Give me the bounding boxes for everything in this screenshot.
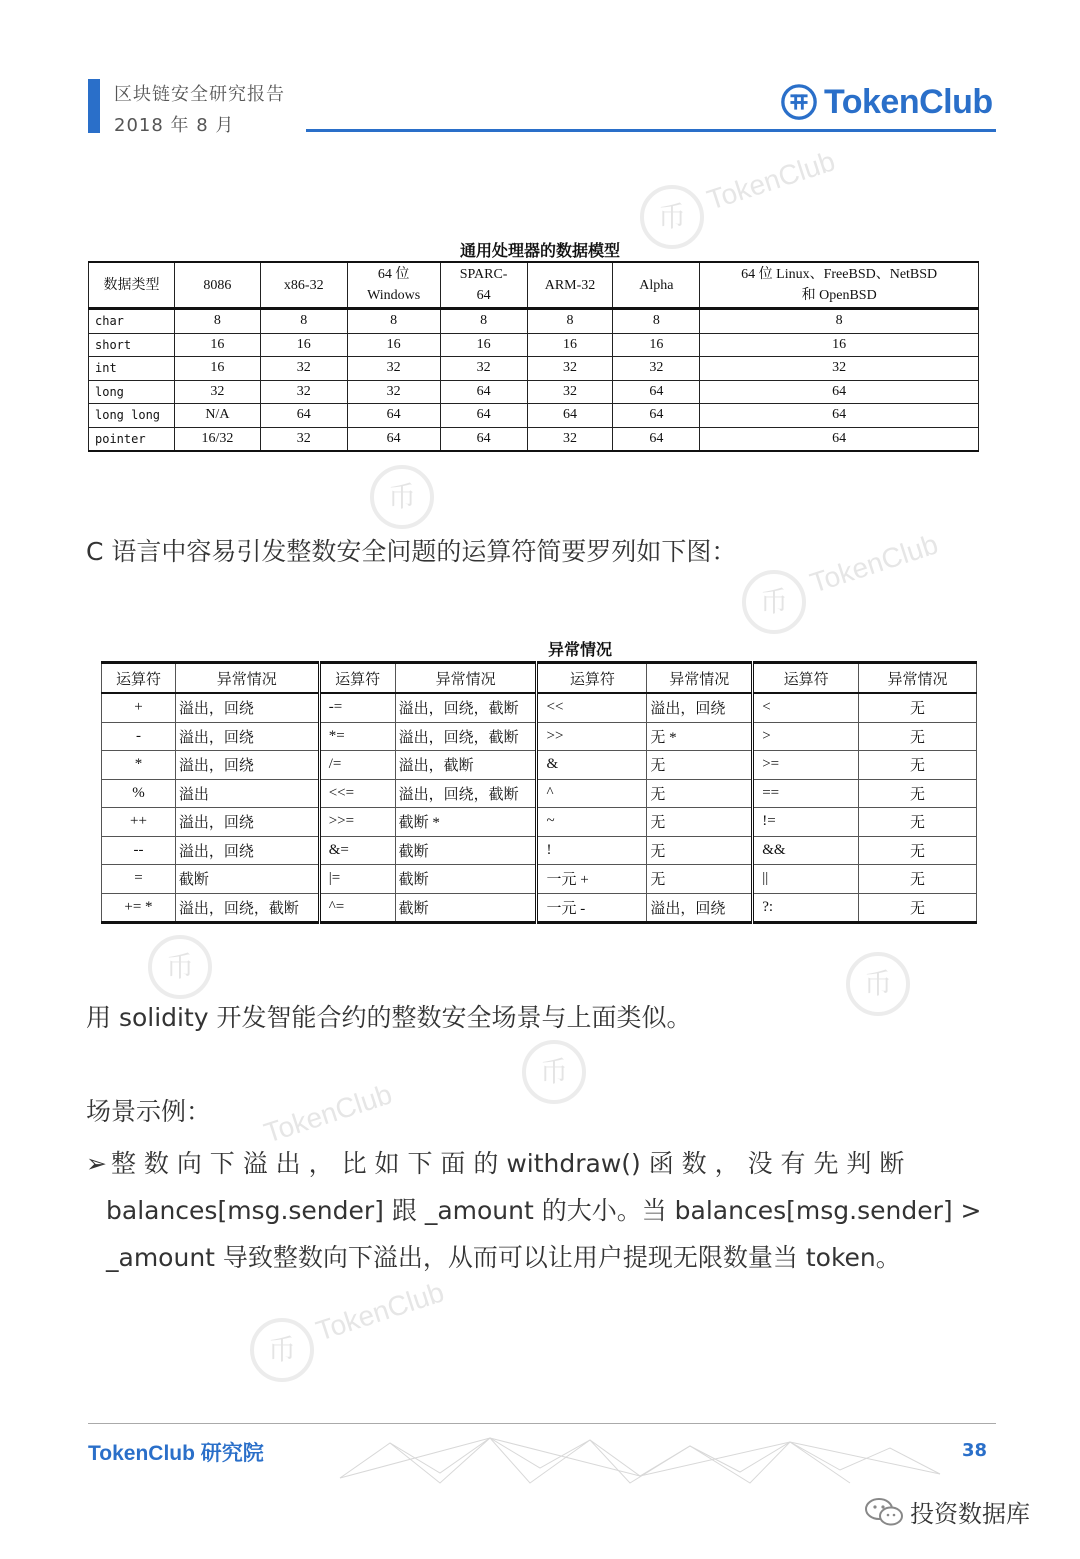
exception-cell: 无 xyxy=(647,836,753,865)
table-cell: 16 xyxy=(174,357,260,381)
column-header: 64 位 Windows xyxy=(347,262,440,309)
operator-cell: ~ xyxy=(537,808,647,837)
table-row xyxy=(89,357,979,381)
table-header-row xyxy=(89,262,979,309)
operator-cell: ^ xyxy=(537,779,647,808)
table-cell: 64 xyxy=(700,427,979,451)
table-cell: 16 xyxy=(440,333,527,357)
table-cell: 32 xyxy=(527,380,613,404)
operator-cell: * xyxy=(102,751,176,780)
exception-cell: 溢出，回绕 xyxy=(175,693,319,722)
table-cell: 64 xyxy=(700,404,979,428)
exception-cell: 截断 * xyxy=(395,808,537,837)
table-cell: 32 xyxy=(260,357,347,381)
table-row xyxy=(102,808,977,837)
logo-text: TokenClub xyxy=(824,82,993,121)
table-row xyxy=(102,722,977,751)
table-cell: 16 xyxy=(260,333,347,357)
column-header: 运算符 xyxy=(319,663,395,694)
tokenclub-logo-icon xyxy=(780,83,818,121)
operator-cell: || xyxy=(753,865,859,894)
column-header: 异常情况 xyxy=(647,663,753,694)
paragraph-operators-intro: C 语言中容易引发整数安全问题的运算符简要罗列如下图： xyxy=(86,537,737,566)
watermark-icon: 币 xyxy=(522,1040,586,1104)
table-row xyxy=(89,404,979,428)
row-type-cell: long long xyxy=(89,404,175,428)
table-cell: 8 xyxy=(613,309,700,334)
operator-cell: == xyxy=(753,779,859,808)
exception-cell: 无 xyxy=(859,893,977,923)
table-cell: 32 xyxy=(174,380,260,404)
table-cell: 8 xyxy=(527,309,613,334)
table-cell: 64 xyxy=(440,427,527,451)
report-title: 区块链安全研究报告 xyxy=(114,84,285,105)
bullet-line: balances[msg.sender] 跟 _amount 的大小。当 balances[msg.sender] > xyxy=(106,1196,982,1225)
bullet-text: 整 数 向 下 溢 出 ， 比 如 下 面 的 withdraw() 函 数 ， 没 有 先 判 断 xyxy=(110,1149,905,1178)
operator-cell: ++ xyxy=(102,808,176,837)
watermark-icon: 币 xyxy=(148,935,212,999)
exception-cell: 溢出，回绕 xyxy=(175,722,319,751)
exception-cell: 无 xyxy=(859,722,977,751)
watermark-icon: 币 xyxy=(640,185,704,249)
table-cell: 16 xyxy=(347,333,440,357)
operator-cell: 一元 - xyxy=(537,893,647,923)
operator-cell: - xyxy=(102,722,176,751)
operator-cell: + xyxy=(102,693,176,722)
exception-cell: 溢出，回绕 xyxy=(175,808,319,837)
table-row xyxy=(89,427,979,451)
exception-cell: 无 xyxy=(859,779,977,808)
table-row xyxy=(102,693,977,722)
operator-cell: << xyxy=(537,693,647,722)
watermark-text: TokenClub xyxy=(806,528,942,599)
exception-cell: 溢出，截断 xyxy=(395,751,537,780)
column-header: 异常情况 xyxy=(175,663,319,694)
paragraph-solidity: 用 solidity 开发智能合约的整数安全场景与上面类似。 xyxy=(86,1003,692,1032)
operator-cell: -- xyxy=(102,836,176,865)
table-cell: 32 xyxy=(260,380,347,404)
column-header: 运算符 xyxy=(102,663,176,694)
wechat-account-mark xyxy=(864,1494,1030,1529)
exception-cell: 截断 xyxy=(175,865,319,894)
table-cell: 64 xyxy=(347,427,440,451)
operator-cell: ^= xyxy=(319,893,395,923)
table-cell: 64 xyxy=(260,404,347,428)
wechat-icon xyxy=(864,1496,904,1528)
column-header: 数据类型 xyxy=(89,262,175,309)
bullet-underflow-example xyxy=(86,1140,996,1281)
header-accent-bar xyxy=(88,79,100,133)
table-cell: 16 xyxy=(700,333,979,357)
operator-cell: = xyxy=(102,865,176,894)
table-cell: 64 xyxy=(347,404,440,428)
operator-cell: >> xyxy=(537,722,647,751)
page-number: 38 xyxy=(962,1440,988,1461)
watermark-icon: 币 xyxy=(370,465,434,529)
watermark-icon: 币 xyxy=(846,952,910,1016)
table1-title: 通用处理器的数据模型 xyxy=(459,241,620,260)
bullet-arrow-icon: ➢ xyxy=(86,1149,107,1178)
footer-network-decoration xyxy=(330,1428,950,1488)
operator-cell: % xyxy=(102,779,176,808)
exception-cell: 无 xyxy=(859,808,977,837)
exception-cell: 溢出，回绕 xyxy=(175,751,319,780)
column-header: ARM-32 xyxy=(527,262,613,309)
table-cell: 64 xyxy=(440,380,527,404)
table-cell: 8 xyxy=(174,309,260,334)
operator-exception-table xyxy=(101,661,977,924)
operator-cell: > xyxy=(753,722,859,751)
row-type-cell: long xyxy=(89,380,175,404)
operator-cell: /= xyxy=(319,751,395,780)
exception-cell: 无 xyxy=(859,836,977,865)
operator-cell: &= xyxy=(319,836,395,865)
exception-cell: 无 xyxy=(647,751,753,780)
table-cell: 32 xyxy=(347,380,440,404)
watermark-icon: 币 xyxy=(250,1318,314,1382)
operator-cell: != xyxy=(753,808,859,837)
exception-cell: 截断 xyxy=(395,865,537,894)
operator-cell: 一元 + xyxy=(537,865,647,894)
table-cell: 64 xyxy=(613,380,700,404)
bullet-line xyxy=(86,1140,996,1187)
exception-cell: 无 xyxy=(859,693,977,722)
row-type-cell: char xyxy=(89,309,175,334)
table-cell: 8 xyxy=(700,309,979,334)
watermark-icon: 币 xyxy=(742,570,806,634)
operator-cell: && xyxy=(753,836,859,865)
table-row xyxy=(102,779,977,808)
column-header: 64 位 Linux、FreeBSD、NetBSD 和 OpenBSD xyxy=(700,262,979,309)
table2-title: 异常情况 xyxy=(547,640,612,659)
table-cell: N/A xyxy=(174,404,260,428)
operator-cell: ! xyxy=(537,836,647,865)
table-row xyxy=(102,865,977,894)
operator-cell: |= xyxy=(319,865,395,894)
exception-cell: 溢出，回绕 xyxy=(647,693,753,722)
operator-cell: >>= xyxy=(319,808,395,837)
column-header: Alpha xyxy=(613,262,700,309)
watermark-text: TokenClub xyxy=(703,145,839,216)
table-cell: 32 xyxy=(347,357,440,381)
table-cell: 16 xyxy=(613,333,700,357)
exception-cell: 截断 xyxy=(395,893,537,923)
footer-rule xyxy=(88,1423,996,1424)
exception-cell: 溢出 xyxy=(175,779,319,808)
paragraph-scenario-heading: 场景示例： xyxy=(86,1097,212,1126)
row-type-cell: int xyxy=(89,357,175,381)
operator-cell: & xyxy=(537,751,647,780)
table-cell: 16/32 xyxy=(174,427,260,451)
data-model-table xyxy=(88,261,979,452)
table-cell: 8 xyxy=(440,309,527,334)
header-rule xyxy=(306,129,996,132)
table-cell: 32 xyxy=(440,357,527,381)
exception-cell: 溢出，回绕 xyxy=(647,893,753,923)
column-header: 异常情况 xyxy=(859,663,977,694)
exception-cell: 溢出，回绕，截断 xyxy=(395,693,537,722)
table-cell: 8 xyxy=(347,309,440,334)
table-row xyxy=(102,751,977,780)
watermark-text: TokenClub xyxy=(260,1078,396,1149)
table-cell: 32 xyxy=(260,427,347,451)
column-header: SPARC- 64 xyxy=(440,262,527,309)
table-cell: 64 xyxy=(613,404,700,428)
table-cell: 16 xyxy=(527,333,613,357)
table-cell: 64 xyxy=(613,427,700,451)
table-row xyxy=(89,380,979,404)
column-header: 8086 xyxy=(174,262,260,309)
operator-cell: -= xyxy=(319,693,395,722)
operator-cell: >= xyxy=(753,751,859,780)
operator-cell: *= xyxy=(319,722,395,751)
exception-cell: 截断 xyxy=(395,836,537,865)
tokenclub-logo xyxy=(780,80,993,124)
table-cell: 32 xyxy=(527,427,613,451)
operator-cell: <<= xyxy=(319,779,395,808)
exception-cell: 无 xyxy=(859,865,977,894)
exception-cell: 无 xyxy=(647,779,753,808)
table-cell: 32 xyxy=(527,357,613,381)
exception-cell: 无 xyxy=(859,751,977,780)
table-header-row xyxy=(102,663,977,694)
exception-cell: 溢出，回绕，截断 xyxy=(175,893,319,923)
watermark-text: TokenClub xyxy=(312,1276,448,1347)
table-cell: 64 xyxy=(440,404,527,428)
column-header: x86-32 xyxy=(260,262,347,309)
exception-cell: 无 xyxy=(647,808,753,837)
footer-brand: TokenClub 研究院 xyxy=(88,1442,264,1465)
table-cell: 64 xyxy=(700,380,979,404)
table-row xyxy=(102,893,977,923)
exception-cell: 无 xyxy=(647,865,753,894)
column-header: 异常情况 xyxy=(395,663,537,694)
column-header: 运算符 xyxy=(753,663,859,694)
report-date: 2018 年 8 月 xyxy=(114,115,235,136)
table-row xyxy=(89,333,979,357)
exception-cell: 溢出，回绕 xyxy=(175,836,319,865)
table-cell: 32 xyxy=(700,357,979,381)
wechat-label: 投资数据库 xyxy=(910,1500,1030,1528)
exception-cell: 溢出，回绕，截断 xyxy=(395,779,537,808)
operator-cell: ?: xyxy=(753,893,859,923)
table-cell: 16 xyxy=(174,333,260,357)
table-row xyxy=(102,836,977,865)
table-cell: 64 xyxy=(527,404,613,428)
operator-cell: += * xyxy=(102,893,176,923)
column-header: 运算符 xyxy=(537,663,647,694)
table-cell: 8 xyxy=(260,309,347,334)
bullet-line: _amount 导致整数向下溢出，从而可以让用户提现无限数量当 token。 xyxy=(106,1243,901,1272)
exception-cell: 溢出，回绕，截断 xyxy=(395,722,537,751)
table-row xyxy=(89,309,979,334)
exception-cell: 无 * xyxy=(647,722,753,751)
row-type-cell: short xyxy=(89,333,175,357)
row-type-cell: pointer xyxy=(89,427,175,451)
operator-cell: < xyxy=(753,693,859,722)
table-cell: 32 xyxy=(613,357,700,381)
